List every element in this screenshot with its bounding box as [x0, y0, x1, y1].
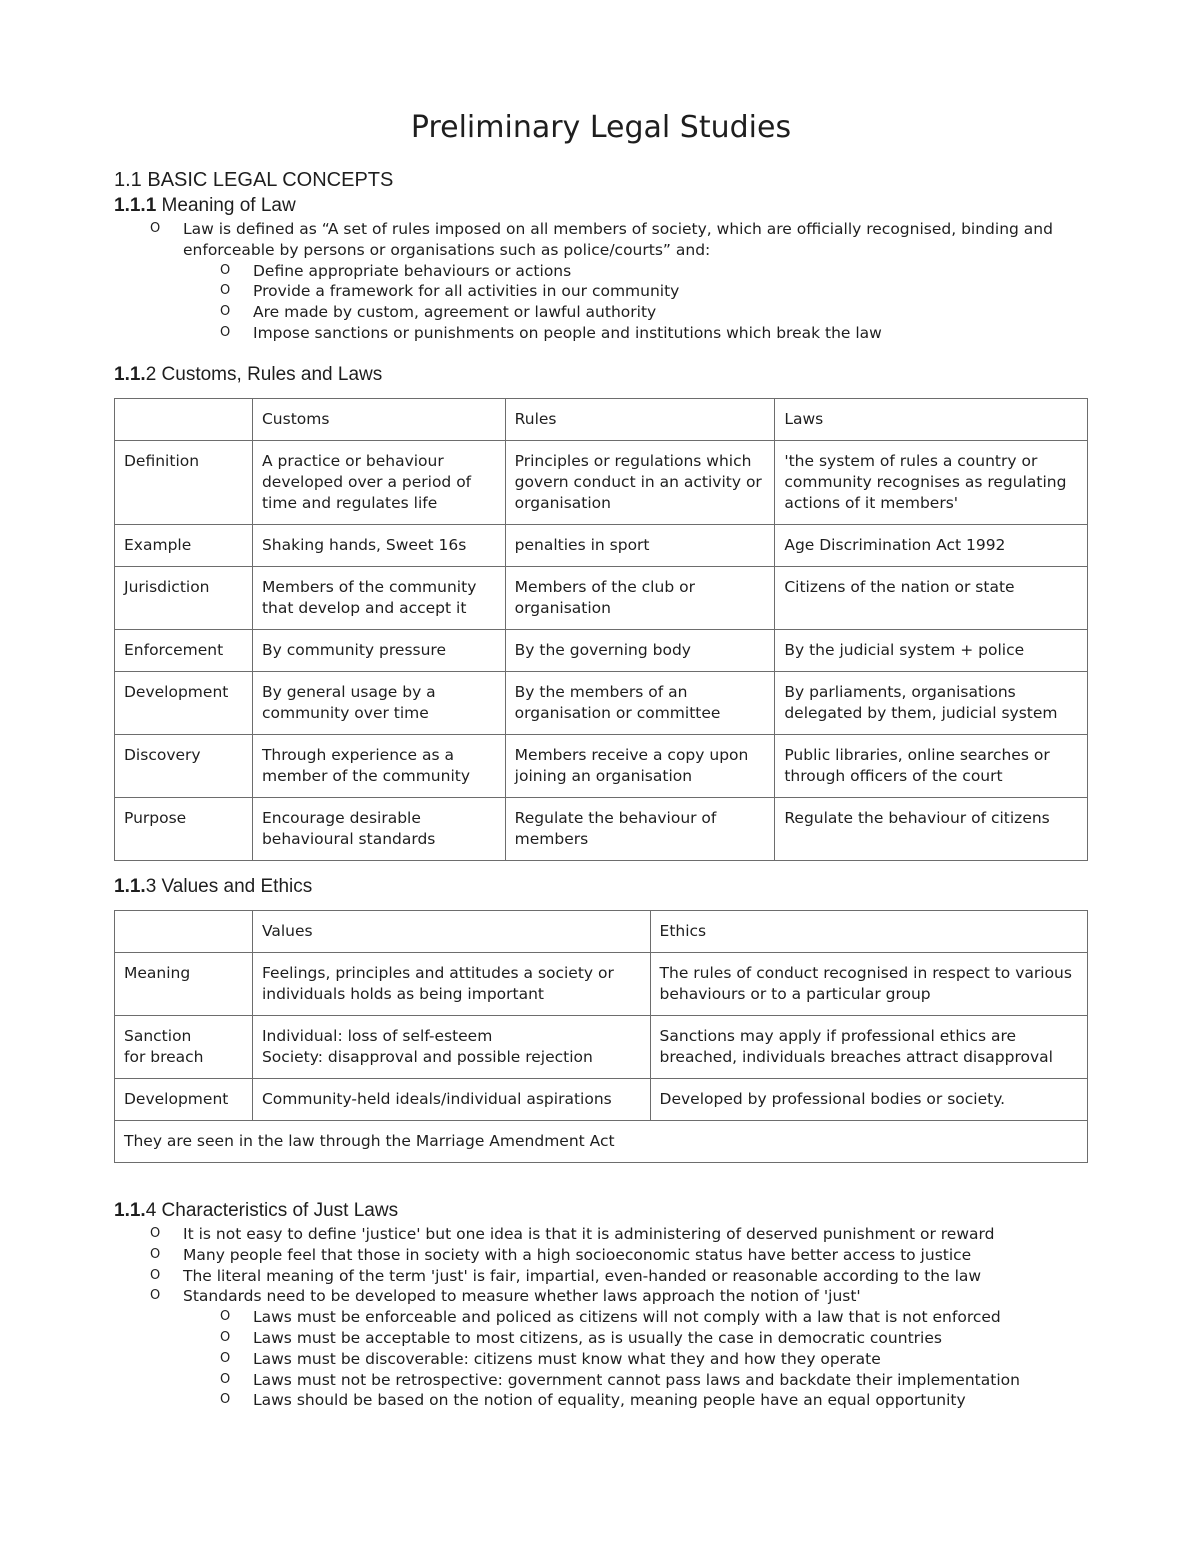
list-item-text: Many people feel that those in society with a high socioeconomic status have better access to justice [183, 1245, 972, 1264]
heading-text: 4 Characteristics of Just Laws [145, 1200, 399, 1221]
hollow-bullet-icon: O [220, 1309, 231, 1325]
values-ethics-heading [114, 876, 312, 898]
list-item [114, 1286, 1088, 1307]
row-label: Enforcement [115, 630, 253, 672]
hollow-bullet-icon: O [150, 1226, 161, 1241]
table-cell: The rules of conduct recognised in respect to various behaviours or to a particular group [650, 953, 1087, 1016]
table-cell: Shaking hands, Sweet 16s [252, 525, 505, 567]
table-row [115, 953, 1088, 1016]
table-header-cell: Customs [252, 399, 505, 441]
list-item-text: Are made by custom, agreement or lawful authority [253, 303, 657, 322]
table-header-cell: Values [252, 911, 650, 953]
table-cell: By the members of an organisation or committee [505, 672, 775, 735]
list-item [114, 261, 1088, 282]
heading-number: 1.1. [114, 876, 146, 897]
list-item [114, 219, 1088, 261]
hollow-bullet-icon: O [150, 221, 161, 236]
table-row [115, 1016, 1088, 1079]
table-row [115, 735, 1088, 798]
table-row [115, 441, 1088, 525]
table-header-row [115, 399, 1088, 441]
list-item-text: The literal meaning of the term 'just' is fair, impartial, even-handed or reasonable according to the law [183, 1266, 982, 1285]
heading-number: 1.1.1 [114, 195, 157, 216]
table-cell: Members of the community that develop and accept it [252, 567, 505, 630]
table-header-row [115, 911, 1088, 953]
row-label: Discovery [115, 735, 253, 798]
table-cell: Individual: loss of self-esteem Society: disapproval and possible rejection [252, 1016, 650, 1079]
hollow-bullet-icon: O [220, 1392, 231, 1408]
list-item [114, 1245, 1088, 1266]
row-label: Definition [115, 441, 253, 525]
list-item [114, 1266, 1088, 1287]
table-cell: Encourage desirable behavioural standards [252, 798, 505, 861]
list-item-text: Impose sanctions or punishments on people and institutions which break the law [253, 323, 882, 342]
table-footer-note: They are seen in the law through the Marriage Amendment Act [115, 1121, 1088, 1163]
hollow-bullet-icon: O [220, 283, 231, 299]
table-row [115, 567, 1088, 630]
list-item [114, 1370, 1088, 1391]
hollow-bullet-icon: O [150, 1246, 161, 1262]
heading-text: Meaning of Law [161, 195, 296, 216]
table-cell: 'the system of rules a country or community recognises as regulating actions of it members' [775, 441, 1088, 525]
just-laws-list [114, 1224, 1088, 1411]
table-footer-row [115, 1121, 1088, 1163]
document-title: Preliminary Legal Studies [410, 110, 792, 145]
heading-number: 1.1. [114, 1200, 146, 1221]
list-item-text: It is not easy to define 'justice' but one idea is that it is administering of deserved punishment or reward [183, 1225, 995, 1243]
row-label: Sanction for breach [115, 1016, 253, 1079]
table-cell: Regulate the behaviour of citizens [775, 798, 1088, 861]
list-item-text: Laws must be discoverable: citizens must know what they and how they operate [253, 1349, 881, 1368]
table-cell: By parliaments, organisations delegated by them, judicial system [775, 672, 1088, 735]
list-item [114, 1349, 1088, 1370]
table-cell: Developed by professional bodies or society. [650, 1079, 1087, 1121]
table-cell [115, 911, 253, 953]
list-item-text: Laws must not be retrospective: government cannot pass laws and backdate their implementation [253, 1370, 1020, 1389]
meaning-of-law-list [114, 219, 1088, 344]
table-cell: Community-held ideals/individual aspirations [252, 1079, 650, 1121]
list-item [114, 1307, 1088, 1328]
list-item [114, 302, 1088, 323]
table-cell: Principles or regulations which govern conduct in an activity or organisation [505, 441, 775, 525]
list-item-text: Laws must be enforceable and policed as citizens will not comply with a law that is not enforced [253, 1308, 1001, 1327]
list-item-text: Provide a framework for all activities in our community [253, 282, 680, 301]
heading-text: 3 Values and Ethics [145, 876, 313, 897]
table-row [115, 630, 1088, 672]
customs-rules-laws-heading [114, 364, 382, 386]
table-header-cell: Rules [505, 399, 775, 441]
table-cell: Feelings, principles and attitudes a society or individuals holds as being important [252, 953, 650, 1016]
list-item-text: Laws should be based on the notion of equality, meaning people have an equal opportunity [253, 1391, 966, 1410]
list-item [114, 1328, 1088, 1349]
table-cell: By general usage by a community over time [252, 672, 505, 735]
table-row [115, 525, 1088, 567]
row-label: Example [115, 525, 253, 567]
table-header-cell: Ethics [650, 911, 1087, 953]
hollow-bullet-icon: O [220, 1371, 231, 1387]
list-item-text: Define appropriate behaviours or actions [253, 261, 572, 280]
table-row [115, 1079, 1088, 1121]
heading-number: 1.1. [114, 364, 146, 385]
customs-rules-laws-table [114, 398, 1088, 861]
list-item [114, 323, 1088, 344]
table-cell: Members of the club or organisation [505, 567, 775, 630]
row-label: Purpose [115, 798, 253, 861]
hollow-bullet-icon: O [150, 1267, 161, 1283]
table-cell: A practice or behaviour developed over a period of time and regulates life [252, 441, 505, 525]
list-item-text: Standards need to be developed to measure whether laws approach the notion of 'just' [183, 1287, 861, 1306]
hollow-bullet-icon: O [220, 1350, 231, 1366]
hollow-bullet-icon: O [220, 304, 231, 320]
hollow-bullet-icon: O [220, 1329, 231, 1345]
row-label: Development [115, 672, 253, 735]
heading-text: 2 Customs, Rules and Laws [145, 364, 383, 385]
table-cell: Sanctions may apply if professional ethics are breached, individuals breaches attract disapproval [650, 1016, 1087, 1079]
list-item [114, 281, 1088, 302]
values-ethics-table [114, 910, 1088, 1163]
row-label: Jurisdiction [115, 567, 253, 630]
law-definition: Law is defined as “A set of rules imposed on all members of society, which are officially recognised, binding and enforceable by persons or organisations such as police/courts” and: [183, 220, 1053, 259]
list-item-text: Laws must be acceptable to most citizens, as is usually the case in democratic countries [253, 1328, 942, 1347]
table-cell: Members receive a copy upon joining an organisation [505, 735, 775, 798]
table-cell: Public libraries, online searches or through officers of the court [775, 735, 1088, 798]
row-label: Meaning [115, 953, 253, 1016]
hollow-bullet-icon: O [220, 262, 231, 278]
table-row [115, 672, 1088, 735]
table-cell: By the judicial system + police [775, 630, 1088, 672]
table-cell: Age Discrimination Act 1992 [775, 525, 1088, 567]
hollow-bullet-icon: O [150, 1288, 161, 1304]
list-item [114, 1390, 1088, 1411]
just-laws-heading [114, 1200, 398, 1222]
hollow-bullet-icon: O [220, 324, 231, 340]
section-heading: 1.1 BASIC LEGAL CONCEPTS [114, 169, 394, 191]
table-cell: Citizens of the nation or state [775, 567, 1088, 630]
table-row [115, 798, 1088, 861]
table-cell: By community pressure [252, 630, 505, 672]
table-cell: penalties in sport [505, 525, 775, 567]
list-item [114, 1224, 1088, 1245]
table-header-cell: Laws [775, 399, 1088, 441]
table-cell: By the governing body [505, 630, 775, 672]
table-cell: Through experience as a member of the community [252, 735, 505, 798]
table-cell [115, 399, 253, 441]
row-label: Development [115, 1079, 253, 1121]
meaning-of-law-heading [114, 195, 296, 217]
table-cell: Regulate the behaviour of members [505, 798, 775, 861]
